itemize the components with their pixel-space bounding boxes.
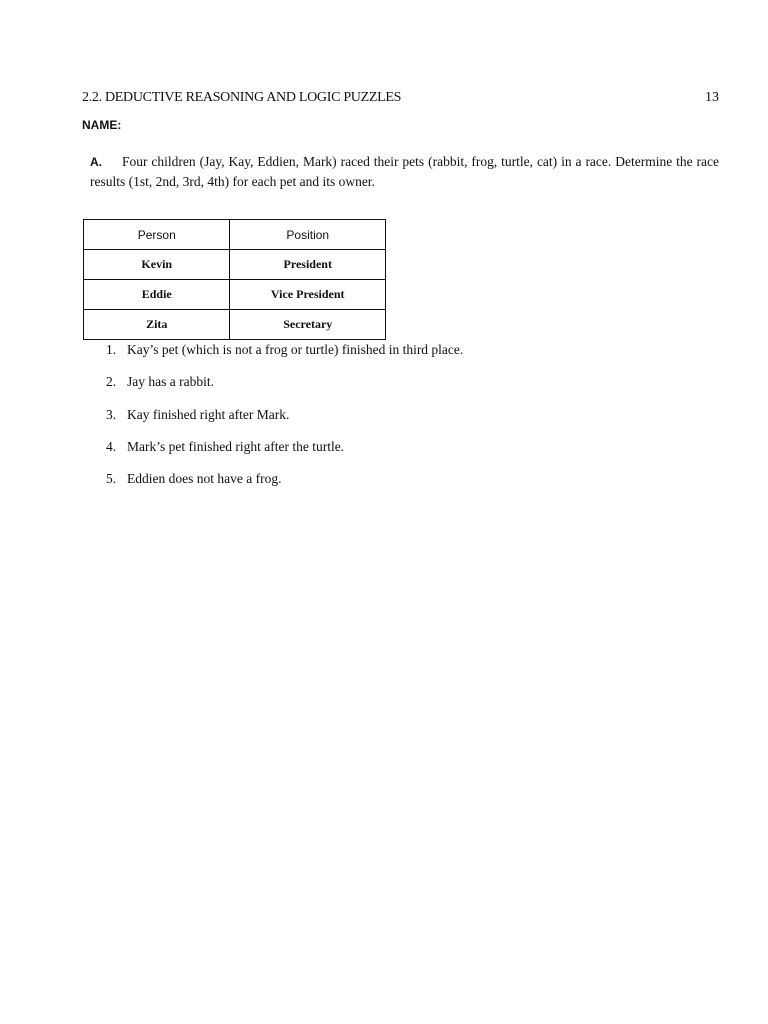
part-a-instructions — [90, 152, 719, 191]
person-cell: Eddie — [84, 280, 230, 310]
part-a-text: Four children (Jay, Kay, Eddien, Mark) raced their pets (rabbit, frog, turtle, cat) in a race. Determine the race results (1st, 2nd, 3rd, 4th) for each pet and its owner. — [90, 154, 719, 189]
part-a-label: A. — [90, 155, 102, 169]
clue-text: Eddien does not have a frog. — [127, 471, 282, 487]
person-cell: Zita — [84, 310, 230, 340]
list-item — [90, 437, 690, 469]
position-cell: Secretary — [230, 310, 386, 340]
clue-text: Jay has a rabbit. — [127, 374, 214, 390]
section-title: 2.2. DEDUCTIVE REASONING AND LOGIC PUZZLES — [82, 90, 402, 105]
clue-number: 5. — [106, 471, 117, 487]
list-item — [90, 340, 690, 372]
page-number: 13 — [705, 90, 719, 105]
page-header — [82, 90, 719, 110]
table-row — [84, 250, 386, 280]
clue-text: Mark’s pet finished right after the turtle. — [127, 438, 345, 454]
clue-list — [90, 340, 690, 501]
table-row — [84, 310, 386, 340]
list-item — [90, 469, 690, 501]
clue-number: 2. — [106, 374, 117, 390]
person-cell: Kevin — [84, 250, 230, 280]
clue-number: 1. — [106, 342, 117, 357]
clue-number: 4. — [106, 438, 117, 454]
position-cell: Vice President — [230, 280, 386, 310]
column-header-person: Person — [84, 220, 230, 250]
position-cell: President — [230, 250, 386, 280]
clue-number: 3. — [106, 406, 117, 422]
clue-text: Kay finished right after Mark. — [127, 406, 290, 422]
column-header-position: Position — [230, 220, 386, 250]
list-item — [90, 372, 690, 404]
list-item — [90, 405, 690, 437]
name-label: NAME: — [82, 118, 122, 132]
clue-text: Kay’s pet (which is not a frog or turtle) finished in third place. — [127, 342, 464, 357]
person-position-table — [83, 219, 386, 340]
table-row — [84, 280, 386, 310]
table-header-row — [84, 220, 386, 250]
